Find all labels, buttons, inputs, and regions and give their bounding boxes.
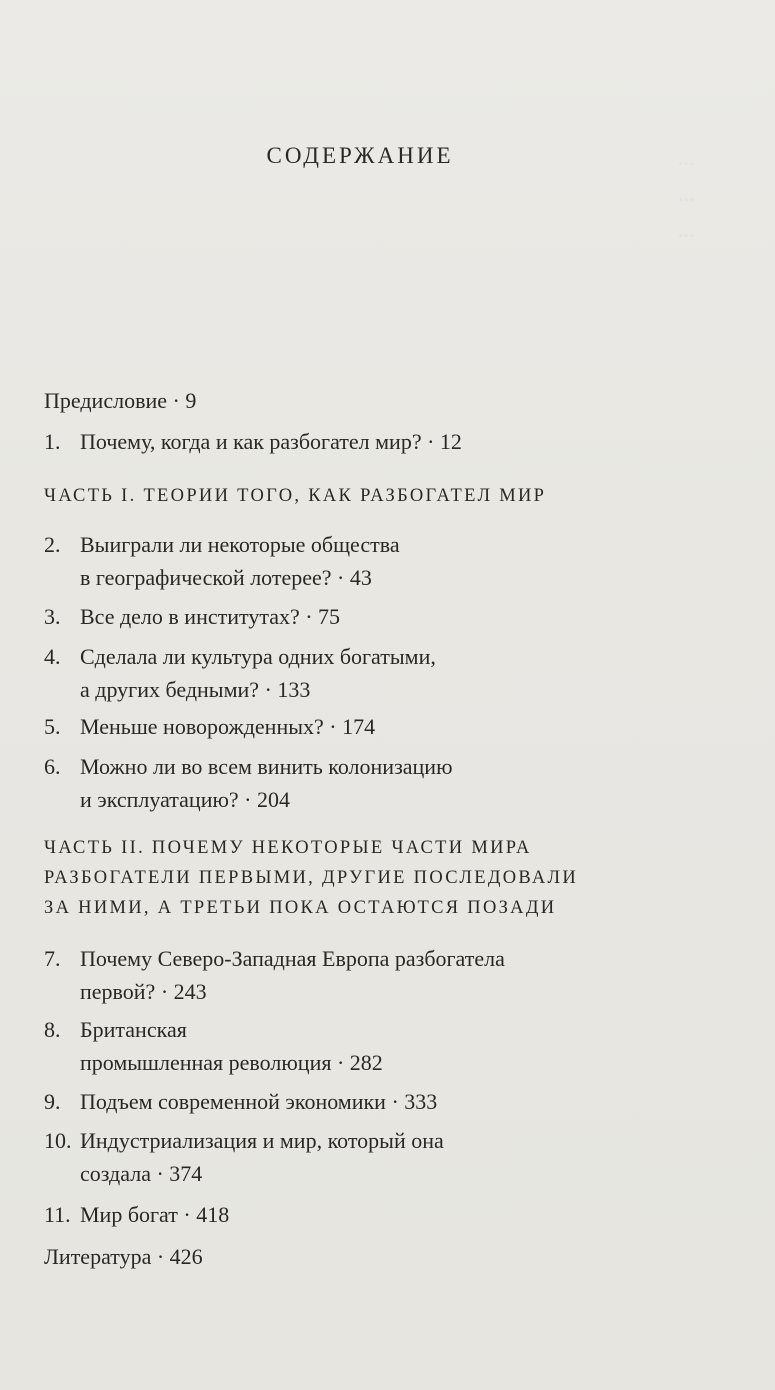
part-2-heading-line-2: РАЗБОГАТЕЛИ ПЕРВЫМИ, ДРУГИЕ ПОСЛЕДОВАЛИ — [44, 868, 579, 888]
toc-entry-title-line-2: создала · 374 — [80, 1161, 203, 1186]
toc-part-1-heading: ЧАСТЬ I. ТЕОРИИ ТОГО, КАК РАЗБОГАТЕЛ МИР — [44, 486, 547, 506]
page-title: СОДЕРЖАНИЕ — [266, 143, 454, 168]
toc-entry-3 — [44, 600, 704, 633]
bleed-line-2: ... — [678, 181, 695, 206]
toc-entry-2 — [44, 528, 704, 594]
toc-entry-number: 8. — [44, 1017, 61, 1042]
toc-entry-number: 3. — [44, 604, 61, 629]
toc-entry-9 — [44, 1085, 704, 1118]
toc-entry-10 — [44, 1124, 704, 1190]
toc-entry-title-line-1: Можно ли во всем винить колонизацию — [80, 754, 453, 779]
toc-entry-title-line-1: Почему Северо-Западная Европа разбогатела — [80, 946, 505, 971]
toc-entry-title: Подъем современной экономики · 333 — [80, 1089, 438, 1114]
toc-entry-number: 5. — [44, 714, 61, 739]
toc-entry-number: 2. — [44, 532, 61, 557]
toc-entry-title-line-2: первой? · 243 — [80, 979, 207, 1004]
toc-entry-number: 9. — [44, 1089, 61, 1114]
toc-entry-number: 6. — [44, 754, 61, 779]
toc-entry-1 — [44, 425, 704, 458]
toc-entry-title: Мир богат · 418 — [80, 1202, 230, 1227]
toc-entry-number: 10. — [44, 1128, 72, 1153]
toc-entry-title-line-2: а других бедными? · 133 — [80, 677, 311, 702]
part-2-heading-line-1: ЧАСТЬ II. ПОЧЕМУ НЕКОТОРЫЕ ЧАСТИ МИРА — [44, 838, 532, 858]
toc-entry-title-line-2: в географической лотерее? · 43 — [80, 565, 372, 590]
toc-entry-title: Все дело в институтах? · 75 — [80, 604, 341, 629]
toc-entry-number: 7. — [44, 946, 61, 971]
toc-entry-7 — [44, 942, 704, 1008]
toc-part-2-heading — [44, 833, 684, 923]
toc-entry-title-line-1: Индустриализация и мир, который она — [80, 1128, 444, 1153]
toc-entry-title-line-1: Сделала ли культура одних богатыми, — [80, 644, 436, 669]
toc-entry-title-line-2: и эксплуатацию? · 204 — [80, 787, 290, 812]
toc-entry-title: Меньше новорожденных? · 174 — [80, 714, 376, 739]
toc-entry-title: Литература · 426 — [44, 1244, 203, 1269]
toc-entry-title-line-1: Выиграли ли некоторые общества — [80, 532, 400, 557]
toc-entry-preface — [44, 384, 704, 417]
toc-entry-5 — [44, 710, 704, 743]
toc-entry-title: Почему, когда и как разбогател мир? · 12 — [80, 429, 462, 454]
toc-entry-6 — [44, 750, 704, 816]
bleed-line-1: ... — [678, 145, 695, 170]
toc-entry-number: 1. — [44, 429, 61, 454]
toc-entry-4 — [44, 640, 704, 706]
bleed-line-3: ... — [678, 217, 695, 242]
toc-entry-title: Предисловие · 9 — [44, 388, 197, 413]
toc-entry-literature — [44, 1240, 704, 1273]
toc-entry-11 — [44, 1198, 704, 1231]
part-2-heading-line-3: ЗА НИМИ, А ТРЕТЬИ ПОКА ОСТАЮТСЯ ПОЗАДИ — [44, 898, 557, 918]
toc-entry-number: 4. — [44, 644, 61, 669]
toc-entry-title-line-1: Британская — [80, 1017, 187, 1042]
toc-entry-number: 11. — [44, 1202, 71, 1227]
toc-entry-8 — [44, 1013, 704, 1079]
toc-entry-title-line-2: промышленная революция · 282 — [80, 1050, 383, 1075]
